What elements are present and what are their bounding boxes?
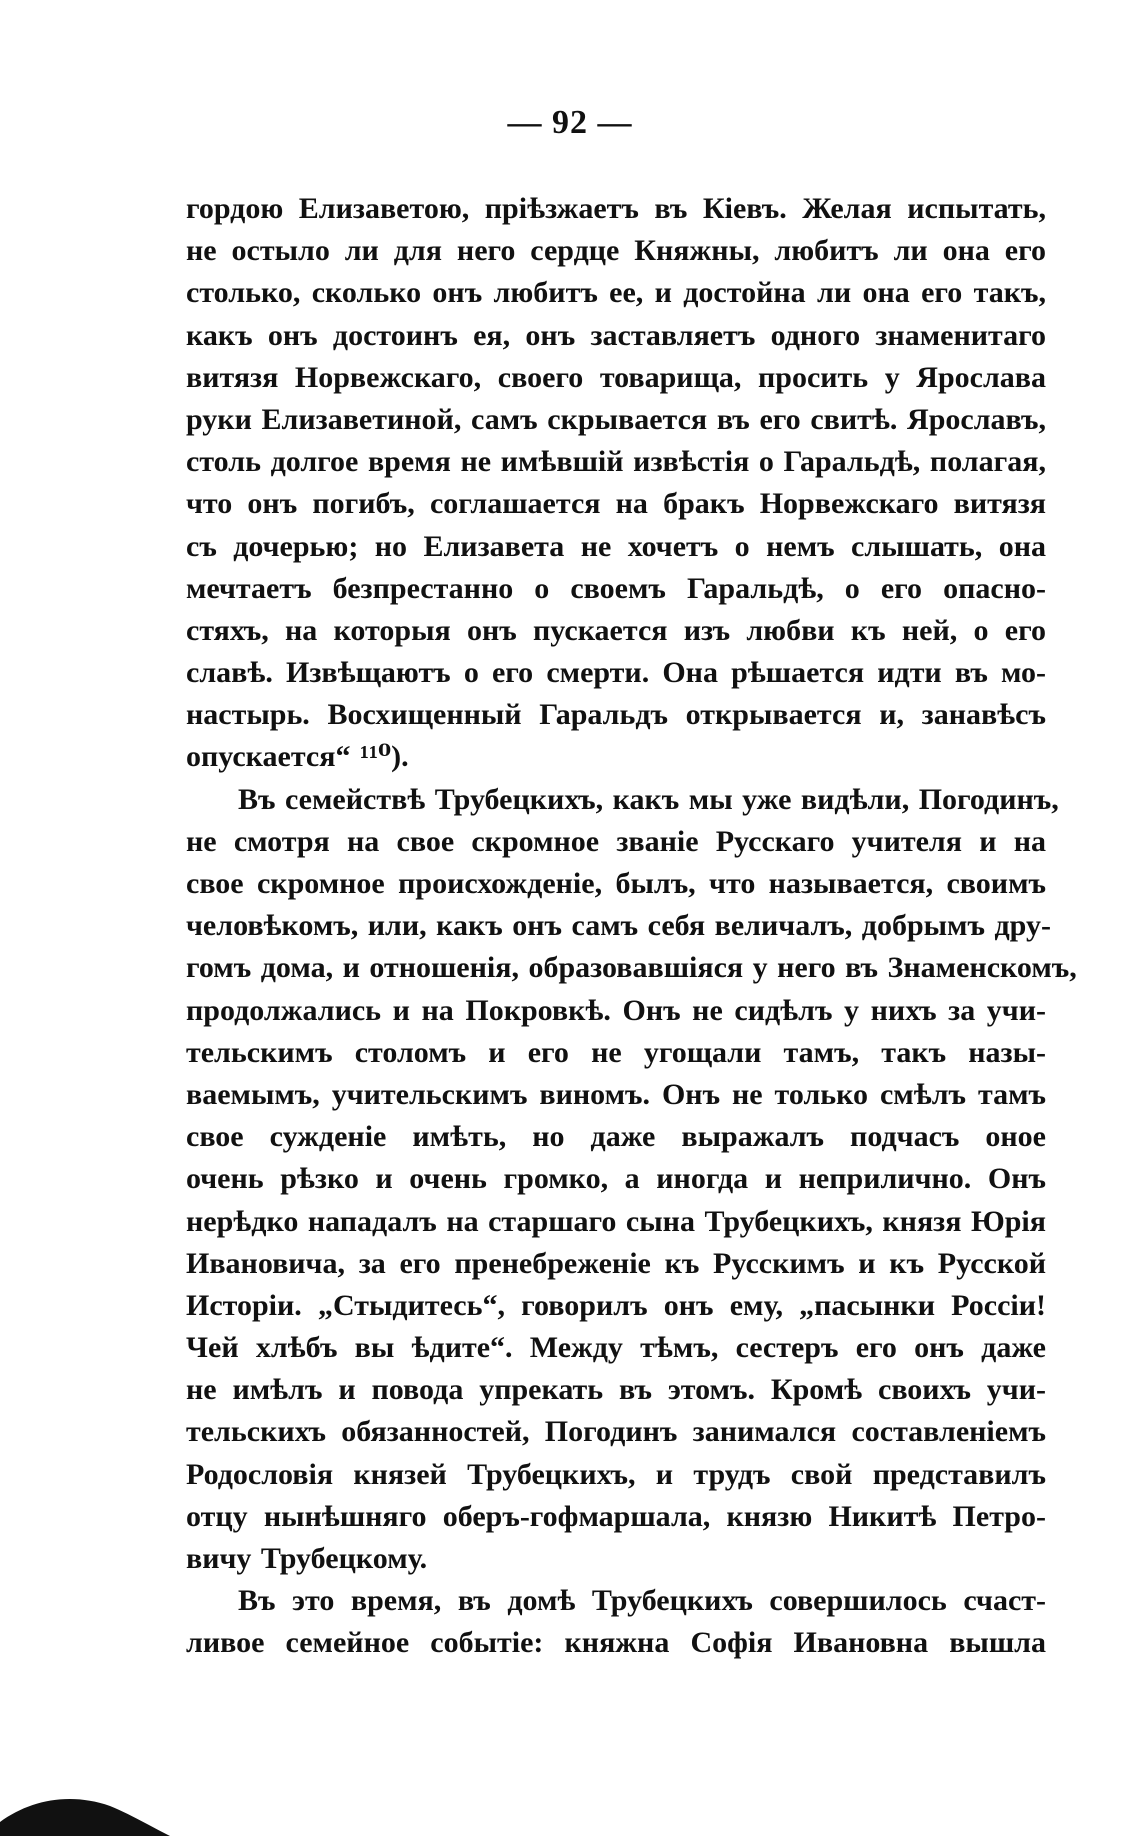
paragraph-start-line: Въ это время, въ домѣ Трубецкихъ совершилось счаст-	[238, 1584, 1046, 1618]
text-line: не имѣлъ и повода упрекать въ этомъ. Кромѣ своихъ учи-	[186, 1373, 1046, 1407]
text-line: витязя Норвежскаго, своего товарища, просить у Ярослава	[186, 360, 1046, 394]
text-line: продолжались и на Покровкѣ. Онъ не сидѣлъ у нихъ за учи-	[186, 993, 1046, 1027]
text-line: тельскимъ столомъ и его не угощали тамъ, такъ назы-	[186, 1035, 1046, 1069]
body-text	[186, 188, 1077, 1665]
text-line: столько, сколько онъ любитъ ее, и достойна ли она его такъ,	[186, 276, 1046, 310]
text-line: человѣкомъ, или, какъ онъ самъ себя величалъ, добрымъ дру-	[186, 909, 1051, 943]
text-line: съ дочерью; но Елизавета не хочетъ о немъ слышать, она	[186, 529, 1046, 563]
paragraph-start-line: Въ семействѣ Трубецкихъ, какъ мы уже видѣли, Погодинъ,	[238, 782, 1059, 816]
text-line: нерѣдко нападалъ на старшаго сына Трубецкихъ, князя Юрiя	[186, 1204, 1046, 1238]
text-line: Ивановича, за его пренебреженiе къ Русскимъ и къ Русской	[186, 1246, 1046, 1280]
text-line: Чей хлѣбъ вы ѣдите“. Между тѣмъ, сестеръ его онъ даже	[186, 1331, 1046, 1365]
text-line: Исторiи. „Стыдитесь“, говорилъ онъ ему, „пасынки Россiи!	[186, 1288, 1046, 1322]
text-line: гомъ дома, и отношенiя, образовавшiяся у него въ Знаменскомъ,	[186, 951, 1077, 985]
scan-artifact-shape	[0, 1770, 170, 1836]
text-line: вичу Трубецкому.	[186, 1542, 428, 1575]
text-line: настырь. Восхищенный Гаральдъ открывается и, занавѣсъ	[186, 698, 1046, 732]
text-line: тельскихъ обязанностей, Погодинъ занимался составленiемъ	[186, 1415, 1046, 1449]
text-line: не смотря на свое скромное званiе Русскаго учителя и на	[186, 824, 1046, 858]
text-line: Родословiя князей Трубецкихъ, и трудъ свой представилъ	[186, 1457, 1046, 1491]
text-line: ливое семейное событiе: княжна Софiя Ивановна вышла	[186, 1626, 1046, 1660]
text-line: руки Елизаветиной, самъ скрывается въ его свитѣ. Ярославъ,	[186, 402, 1046, 436]
text-line: отцу нынѣшняго оберъ-гофмаршала, князю Никитѣ Петро-	[186, 1499, 1046, 1533]
text-line: свое сужденiе имѣть, но даже выражалъ подчасъ оное	[186, 1120, 1046, 1154]
text-line: какъ онъ достоинъ ея, онъ заставляетъ одного знаменитаго	[186, 318, 1046, 352]
text-line: ваемымъ, учительскимъ виномъ. Онъ не только смѣлъ тамъ	[186, 1077, 1046, 1111]
text-line: что онъ погибъ, соглашается на бракъ Норвежскаго витязя	[186, 487, 1046, 521]
text-line: столь долгое время не имѣвшiй извѣстiя о Гаральдѣ, полагая,	[186, 445, 1046, 479]
text-line: славѣ. Извѣщаютъ о его смерти. Она рѣшается идти въ мо-	[186, 656, 1046, 690]
text-line: опускается“ ¹¹⁰).	[186, 740, 409, 774]
text-line: стяхъ, на которыя онъ пускается изъ любви къ ней, о его	[186, 613, 1046, 647]
text-line: очень рѣзко и очень громко, а иногда и неприлично. Онъ	[186, 1162, 1046, 1196]
text-line: не остыло ли для него сердце Княжны, любитъ ли она его	[186, 234, 1046, 268]
page-number: — 92 —	[507, 104, 633, 141]
text-line: гордою Елизаветою, прiѣзжаетъ въ Кiевъ. Желая испытать,	[186, 192, 1046, 225]
text-line: мечтаетъ безпрестанно о своемъ Гаральдѣ, о его опасно-	[186, 571, 1046, 605]
text-line: свое скромное происхожденiе, былъ, что называется, своимъ	[186, 867, 1046, 900]
